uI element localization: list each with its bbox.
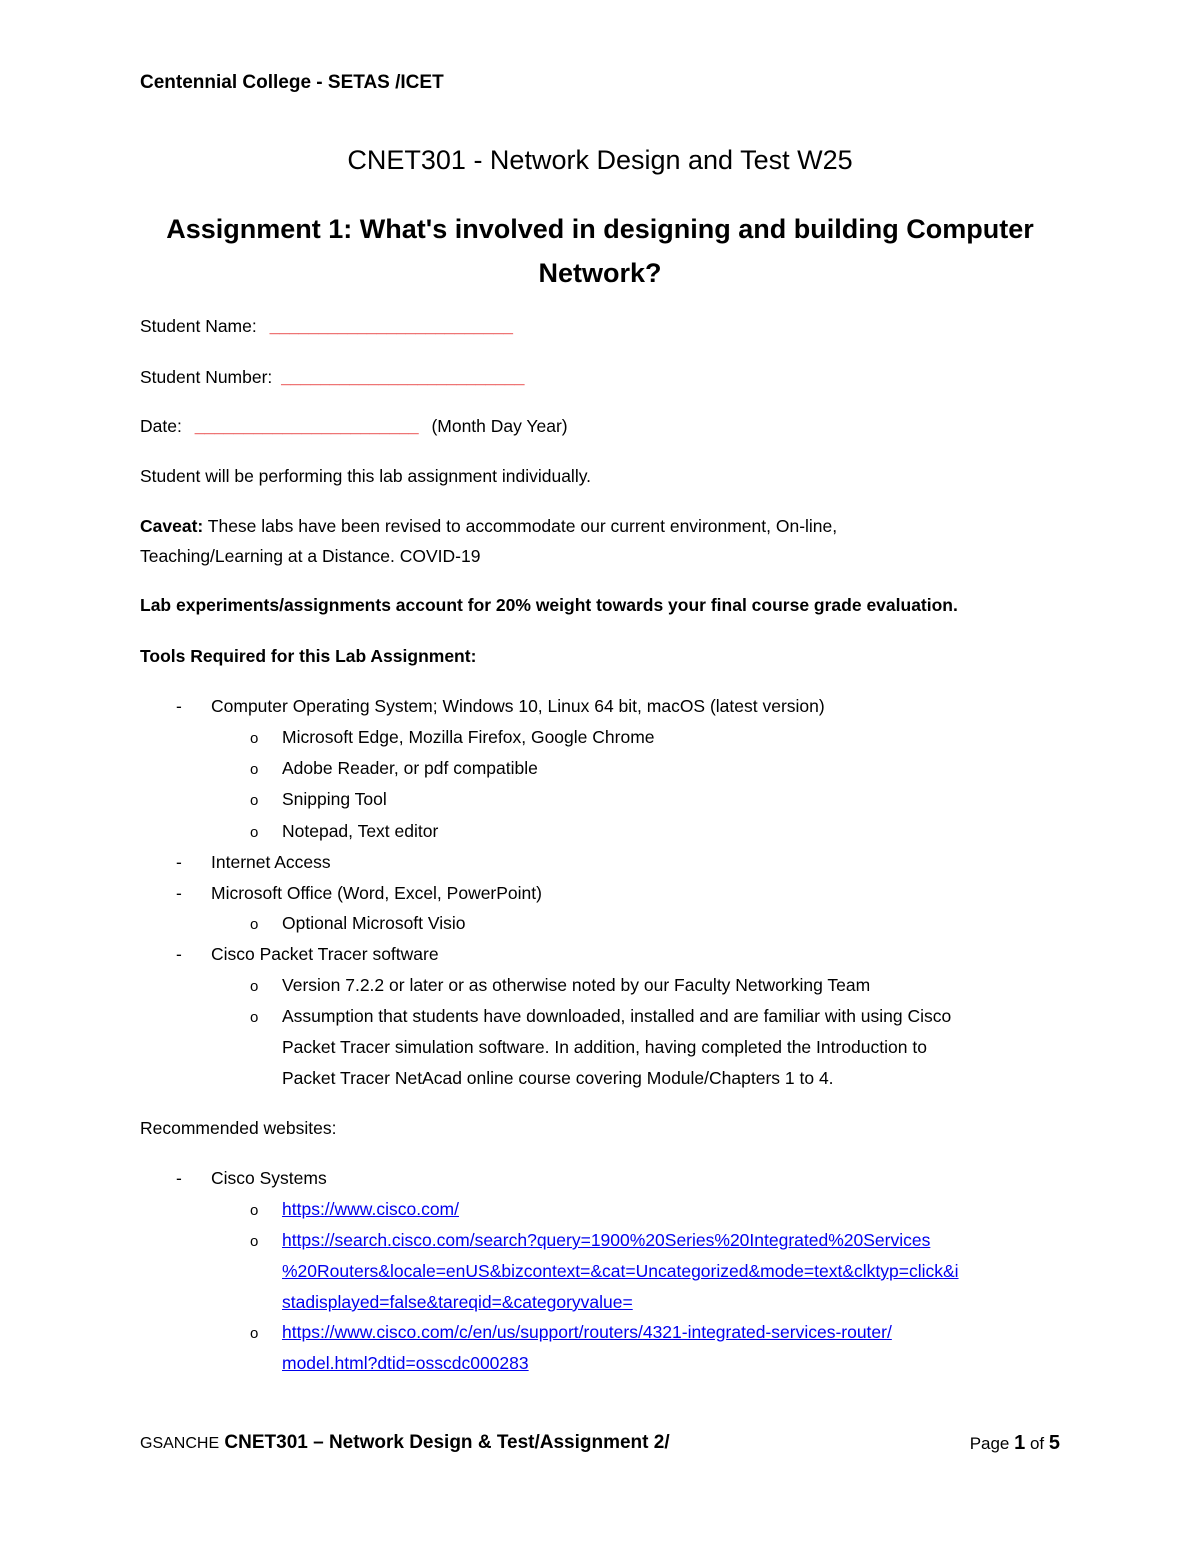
tool-os-sub-3: Snipping Tool bbox=[282, 789, 387, 809]
circle-bullet: o bbox=[250, 916, 259, 933]
date-row bbox=[140, 416, 568, 437]
footer-author: GSANCHE bbox=[140, 1435, 220, 1452]
circle-bullet: o bbox=[250, 1325, 259, 1342]
circle-bullet: o bbox=[250, 1202, 259, 1219]
caveat-text-1: These labs have been revised to accommodate our current environment, On-line, bbox=[203, 516, 838, 536]
dash-bullet: - bbox=[176, 696, 182, 716]
tool-packet-tracer: Cisco Packet Tracer software bbox=[211, 944, 439, 964]
circle-bullet: o bbox=[250, 792, 259, 809]
student-number-row bbox=[140, 367, 525, 388]
footer-of-word: of bbox=[1025, 1434, 1049, 1453]
tool-office: Microsoft Office (Word, Excel, PowerPoint) bbox=[211, 883, 542, 903]
date-blank[interactable]: _______________________ bbox=[194, 416, 419, 436]
tool-pt-sub-1: Version 7.2.2 or later or as otherwise noted by our Faculty Networking Team bbox=[282, 975, 871, 995]
dash-bullet: - bbox=[176, 1168, 182, 1188]
tool-pt-sub-2-line3: Packet Tracer NetAcad online course covering Module/Chapters 1 to 4. bbox=[282, 1068, 834, 1088]
student-name-blank[interactable]: _________________________ bbox=[269, 316, 513, 336]
link-cisco-router-line2[interactable]: model.html?dtid=osscdc000283 bbox=[282, 1353, 529, 1373]
student-name-row bbox=[140, 316, 513, 337]
tool-office-sub-1: Optional Microsoft Visio bbox=[282, 913, 466, 933]
tool-pt-sub-2-line2: Packet Tracer simulation software. In addition, having completed the Introduction to bbox=[282, 1037, 927, 1057]
tools-heading: Tools Required for this Lab Assignment: bbox=[140, 646, 477, 666]
circle-bullet: o bbox=[250, 824, 259, 841]
individual-note: Student will be performing this lab assignment individually. bbox=[140, 466, 592, 486]
student-number-label: Student Number: bbox=[140, 367, 273, 387]
tool-os-sub-4: Notepad, Text editor bbox=[282, 821, 439, 841]
website-cisco-label: Cisco Systems bbox=[211, 1168, 327, 1188]
course-line: CNET301 - Network Design and Test W25 bbox=[347, 145, 853, 175]
header-org: Centennial College - SETAS /ICET bbox=[140, 72, 444, 93]
circle-bullet: o bbox=[250, 761, 259, 778]
footer-page-number bbox=[970, 1432, 1060, 1455]
caveat-text-2: Teaching/Learning at a Distance. COVID-19 bbox=[140, 546, 481, 566]
dash-bullet: - bbox=[176, 852, 182, 872]
circle-bullet: o bbox=[250, 1233, 259, 1250]
link-cisco-search-line3[interactable]: stadisplayed=false&tareqid=&categoryvalue= bbox=[282, 1292, 633, 1312]
tool-os-sub-1: Microsoft Edge, Mozilla Firefox, Google Chrome bbox=[282, 727, 655, 747]
tool-pt-sub-2-line1: Assumption that students have downloaded, installed and are familiar with using Cisco bbox=[282, 1006, 952, 1026]
footer-page-word: Page bbox=[969, 1434, 1015, 1453]
link-cisco-router-line1[interactable]: https://www.cisco.com/c/en/us/support/routers/4321-integrated-services-router/ bbox=[282, 1322, 892, 1342]
assignment-title: Assignment 1: What's involved in designing and building Computer Network? bbox=[166, 214, 1034, 288]
dash-bullet: - bbox=[176, 944, 182, 964]
date-label: Date: bbox=[140, 416, 182, 436]
caveat-label: Caveat: bbox=[140, 516, 204, 536]
footer-doc-title: CNET301 – Network Design & Test/Assignment 2/ bbox=[219, 1432, 670, 1453]
footer-doc-info bbox=[140, 1432, 670, 1454]
tool-os: Computer Operating System; Windows 10, Linux 64 bit, macOS (latest version) bbox=[211, 696, 825, 716]
student-name-label: Student Name: bbox=[140, 316, 257, 336]
websites-heading: Recommended websites: bbox=[140, 1118, 337, 1138]
link-cisco-search-line1[interactable]: https://search.cisco.com/search?query=1900%20Series%20Integrated%20Services bbox=[282, 1230, 931, 1250]
circle-bullet: o bbox=[250, 978, 259, 995]
date-hint: (Month Day Year) bbox=[431, 416, 568, 436]
caveat-line1 bbox=[140, 516, 837, 537]
footer-page-total: 5 bbox=[1048, 1432, 1060, 1454]
link-cisco-home[interactable]: https://www.cisco.com/ bbox=[282, 1199, 459, 1219]
tool-os-sub-2: Adobe Reader, or pdf compatible bbox=[282, 758, 538, 778]
student-number-blank[interactable]: _________________________ bbox=[281, 367, 525, 387]
tool-internet: Internet Access bbox=[211, 852, 331, 872]
link-cisco-search-line2[interactable]: %20Routers&locale=enUS&bizcontext=&cat=Uncategorized&mode=text&clktyp=click&i bbox=[282, 1261, 959, 1281]
dash-bullet: - bbox=[176, 883, 182, 903]
circle-bullet: o bbox=[250, 1009, 259, 1026]
circle-bullet: o bbox=[250, 730, 259, 747]
weight-note: Lab experiments/assignments account for 20% weight towards your final course grade evaluation. bbox=[140, 595, 958, 615]
footer-page-num: 1 bbox=[1014, 1432, 1026, 1454]
